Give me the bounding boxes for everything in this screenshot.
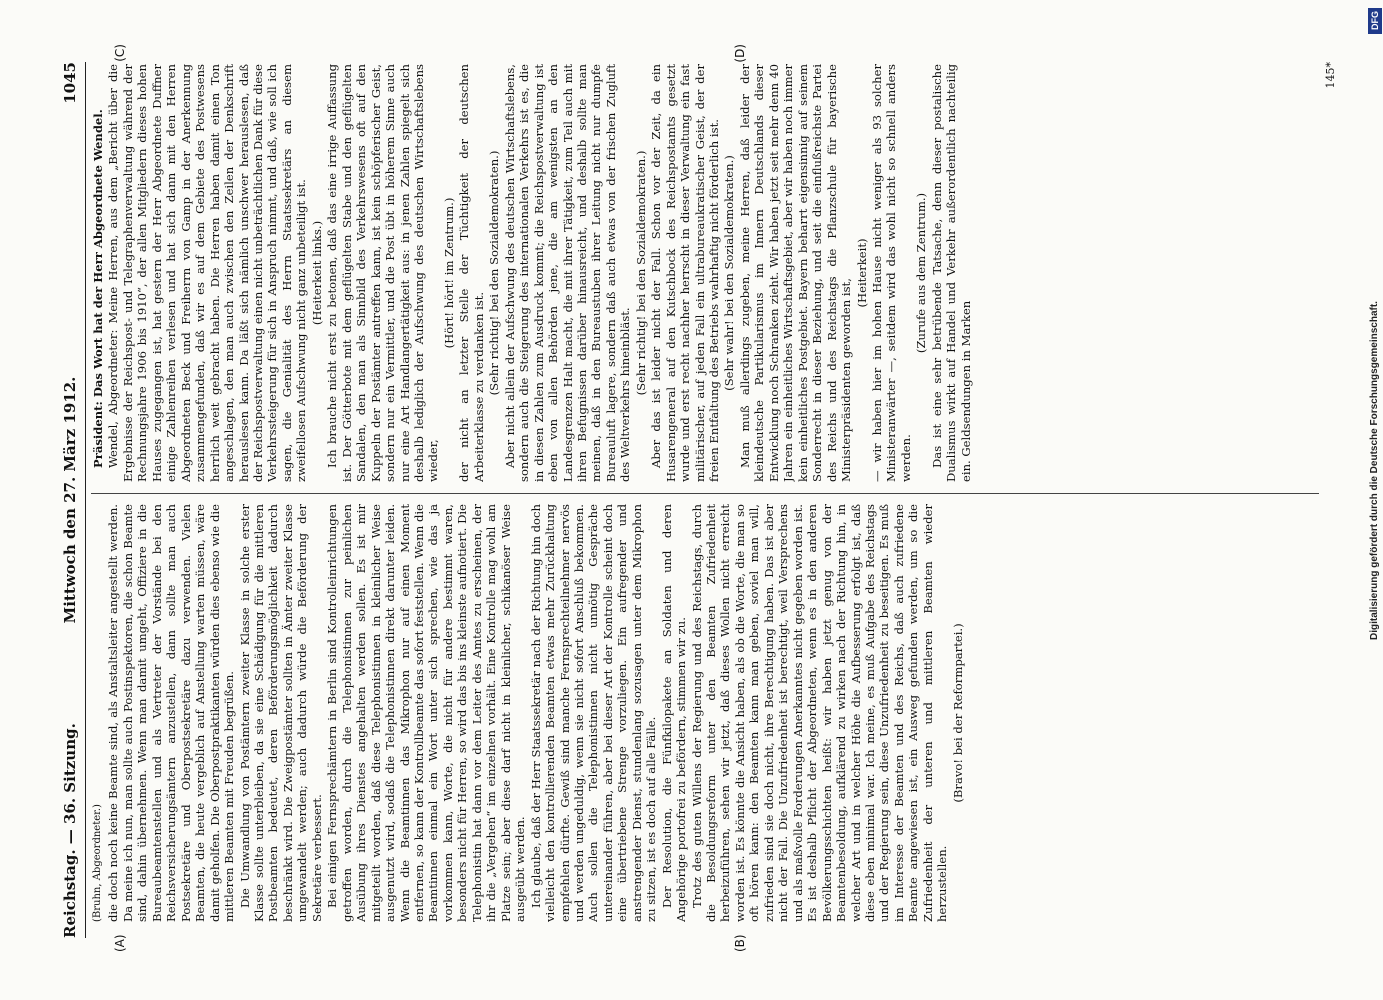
rotated-page: [43, 40, 1337, 960]
margin-marker-a: (A): [113, 934, 127, 952]
paragraph: — wir haben hier im hohen Hause nicht weniger als 93 solcher Ministeranwärter —, seitdem wird das wohl nicht so schnell anders werden.: [870, 64, 913, 482]
header-date: Mittwoch den 27. März 1912.: [61, 376, 79, 624]
right-column: [91, 64, 1319, 482]
paragraph: Das ist eine sehr betrübende Tatsache, denn dieser postalische Dualismus wirkt auf Handel und Verkehr außerordentlich nachteilig ein. Geldsendungen in Marken: [929, 64, 973, 482]
interjection: (Zurufe aus dem Zentrum.): [914, 192, 929, 354]
interjection: (Hört! hört! im Zentrum.): [441, 197, 456, 349]
interjection: (Sehr richtig! bei den Sozialdemokraten.): [633, 150, 648, 396]
paragraph: Aber nicht allein der Aufschwung des deutschen Wirtschaftslebens, sondern auch die Steigerung des internationalen Verkehrs ist es, die in diesen Zahlen zum Ausdruck kommt; die Reichspostverwaltung ist eben von allen Behörden jene, die am wenigsten an den Landesgrenzen Halt macht, die mit ihrer Tätigkeit, zum Teil auch mit ihren Befugnissen darüber hinausreicht, und deshalb sollte man meinen, daß in den Bureaustuben ihrer Leitung nicht nur dumpfe Bureauluft lagere, sondern daß auch etwas von der frischen Zugluft des Weltverkehrs hineinbläst.: [502, 64, 633, 482]
paragraph: Trotz des guten Willens der Regierung und des Reichstags, durch die Besoldungsreform unter den Beamten Zufriedenheit herbeizuführen, sehen wir jetzt, daß dieses Wollen nicht erreicht worden ist. Es könnte die Ansicht haben, als ob die Worte, die man so oft hören kann: den Beamten kann man geben, soviel man will, zufrieden sind sie doch nicht, ihre Berechtigung haben. Das ist aber nicht der Fall. Die Unzufriedenheit ist berechtigt, weil Versprechens und als maßvolle Forderungen Anerkanntes nicht gegeben worden ist. Es ist deshalb Pflicht der Abgeordneten, wenn es in den anderen Bevölkerungsschichten heißt: wir haben jetzt genug von der Beamtenbesoldung, aufklärend zu wirken nach der Richtung hin, in welcher Art und in welcher Höhe die Aufbesserung erfolgt ist, daß diese eben minimal war. Ich meine, es muß Aufgabe des Reichstags und der Regierung sein, diese Unzufriedenheit zu beseitigen. Es muß im Interesse der Beamten und des Reichs, daß auch zufriedene Beamte angewiesen ist, ein Ausweg gefunden werden, um so die Zufriedenheit der unteren und mittleren Beamten wieder herzustellen.: [689, 504, 950, 922]
header-rule: [85, 62, 86, 938]
margin-marker-d: (D): [733, 44, 747, 63]
interjection: (Sehr wahr! bei den Sozialdemokraten.): [722, 155, 737, 391]
interjection: (Heiterkeit links.): [309, 220, 324, 326]
paragraph: Die Umwandlung von Postämtern zweiter Klasse in solche erster Klasse sollte unterbleiben, da sie eine Schädigung für die mittleren Postbeamten bedeutet, deren Beförderungsmöglichkeit dadurch beschränkt wird. Die Zweigpostämter sollten in Ämter zweiter Klasse umgewandelt werden; auch dadurch würde die Beförderung der Sekretäre verbessert.: [237, 504, 324, 922]
signature-mark: 145*: [1324, 62, 1337, 89]
paragraph: Der Resolution, die Fünfkilopakete an Soldaten und deren Angehörige portofrei zu befördern, stimmen wir zu.: [659, 504, 689, 922]
paragraph: die doch noch keine Beamte sind, als Anstaltsleiter angestellt werden. Da meine ich nun, man sollte auch Postinspektoren, die schon Beamte sind, dahin übernehmen. Wenn man damit umgeht, Offiziere in die Bureaubeamtenstellen und als Vertreter der Vorstände bei den Reichsversicherungsämtern anzustellen, dann sollte man auch Postsekretäre und Oberpostsekretäre dazu verwenden. Vielen Beamten, die heute vergeblich auf Anstellung warten müssen, wäre damit geholfen. Die Oberpostpraktikanten würden dies ebenso wie die mittleren Beamten mit Freuden begrüßen.: [106, 504, 237, 922]
paragraph: Aber das ist leider nicht der Fall. Schon vor der Zeit, da ein Husarengeneral auf den Kutschbock des Reichspostamts gesetzt wurde und erst recht nachher herrscht in dieser Verwaltung ein fast militärischer, auf jeden Fall ein ultrabureaukratischer Geist, der der freien Entfaltung des Betriebs wahrhaftig nicht förderlich ist.: [649, 64, 722, 482]
dfg-logo: DFG: [1368, 8, 1382, 34]
margin-marker-c: (C): [113, 44, 127, 62]
page-header: [57, 62, 83, 938]
paragraph: Bei einigen Fernsprechämtern in Berlin sind Kontrolleinrichtungen getroffen worden, durch die Telephonistinnen zur peinlichen Ausübung ihres Dienstes angehalten werden sollen. Es ist mir mitgeteilt worden, daß diese Telephonistinnen in kleinlicher Weise ausgenutzt wird, sodaß die Telephonistinnen direkt darunter leiden. Wenn die Beamtinnen das Mikrophon nur auf einen Moment entfernen, so kann der Kontrollbeamte das sofort feststellen. Wenn die Beamtinnen einmal ein Wort unter sich sprechen, wie das ja vorkommen kann, Worte, die nicht für andere bestimmt waren, besonders nicht für Herren, so wird das bis ins kleinste aufnotiert. Die Telephonistin hat dann vor dem Leiter des Amtes zu erscheinen, der ihr die „Vergehen“ im einzelnen vorhält. Eine Kontrolle mag wohl am Platze sein; aber diese darf nicht in kleinlicher, schikanöser Weise ausgeübt werden.: [325, 504, 528, 922]
interjection: (Heiterkeit): [854, 238, 869, 308]
margin-marker-b: (B): [733, 934, 747, 952]
speaker-head: (Bruhn, Abgeordneter.): [92, 804, 103, 922]
paragraph: Wendel, Abgeordneter: Meine Herren, aus dem „Bericht über die Ergebnisse der Reichspost- und Telegraphenverwaltung während der Rechnungsjahre 1906 bis 1910“, der allen Mitgliedern dieses hohen Hauses zugegangen ist, hat gestern der Herr Abgeordnete Duffner einige Zahlenreihen verlesen und hat sich dann mit den Herren Abgeordneten Beck und Freiherrn von Gamp in der Anerkennung zusammengefunden, daß wir es auf dem Gebiete des Postwesens herrlich weit gebracht haben. Die Herren haben damit einen Ton angeschlagen, den man auch zwischen den Zeilen der Denkschrift herauslesen kann. Da läßt sich nämlich unschwer herauslesen, daß der Reichspostverwaltung einen nicht unbeträchtlichen Dank für diese Verkehrssteigerung für sich in Anspruch nimmt, und daß, wie soll ich sagen, die Genialität des Herrn Staatssekretärs an diesem zweifellosen Aufschwung nicht ganz unbeteiligt ist.: [106, 64, 309, 482]
president-statement: Präsident: Das Wort hat der Herr Abgeordnete Wendel.: [91, 109, 105, 468]
paragraph: der nicht an letzter Stelle der Tüchtigkeit der deutschen Arbeiterklasse zu verdanken ist.: [457, 64, 486, 482]
paragraph: Ich glaube, daß der Herr Staatssekretär nach der Richtung hin doch vielleicht den kontrollierenden Beamten etwas mehr Zurückhaltung empfehlen dürfte. Gewiß sind manche Fernsprechteilnehmer nervös und werden ungeduldig, wenn sie nicht sofort Anschluß bekommen. Auch sollen die Telephonistinnen nicht unnötig Gespräche untereinander führen, aber bei dieser Art der Kontrolle scheint doch eine übertriebene Strenge vorzuliegen. Ein aufregender und anstrengender Dienst, stundenlang sozusagen unter dem Mikrophon zu sitzen, ist es doch auf alle Fälle.: [528, 504, 659, 922]
interjection: (Sehr richtig! bei den Sozialdemokraten.): [487, 150, 502, 396]
digitization-note: Digitalisierung gefördert durch die Deutsche Forschungsgemeinschaft.: [1369, 301, 1380, 640]
column-divider: [91, 493, 1319, 494]
paragraph: Man muß allerdings zugeben, meine Herren, daß leider der kleindeutsche Partikularismus im Innern Deutschlands dieser Entwicklung noch Schranken zieht. Wir haben jetzt seit mehr denn 40 Jahren ein einheitliches Wirtschaftsgebiet, aber wir haben noch immer kein einheitliches Postgebiet. Bayern beharrt eigensinnig auf seinem Sonderrecht in dieser Beziehung, und seit die einflußreichste Partei des Reichs und des Reichstags die Pflanzschule für bayerische Ministerpräsidenten geworden ist,: [737, 64, 854, 482]
header-page-number: 1045: [61, 62, 79, 104]
paragraph: Ich brauche nicht erst zu betonen, daß das eine irrige Auffassung ist. Der Götterbote mit dem geflügelten Stabe und den geflügelten Sandalen, den man als Sinnbild des Verkehrswesens oft auf den Kuppeln der Postämter antreffen kann, ist kein schöpferischer Geist, sondern nur ein Vermittler, und die Post übt in höherem Sinne auch nur eine Art Handlangertätigkeit aus: in jenen Zahlen spiegelt sich deshalb lediglich der Aufschwung des deutschen Wirtschaftslebens wieder,: [325, 64, 441, 482]
left-column: [91, 504, 1319, 922]
applause-note: (Bravo! bei der Reformpartei.): [950, 623, 965, 803]
header-session: Reichstag. — 36. Sitzung.: [61, 723, 79, 938]
